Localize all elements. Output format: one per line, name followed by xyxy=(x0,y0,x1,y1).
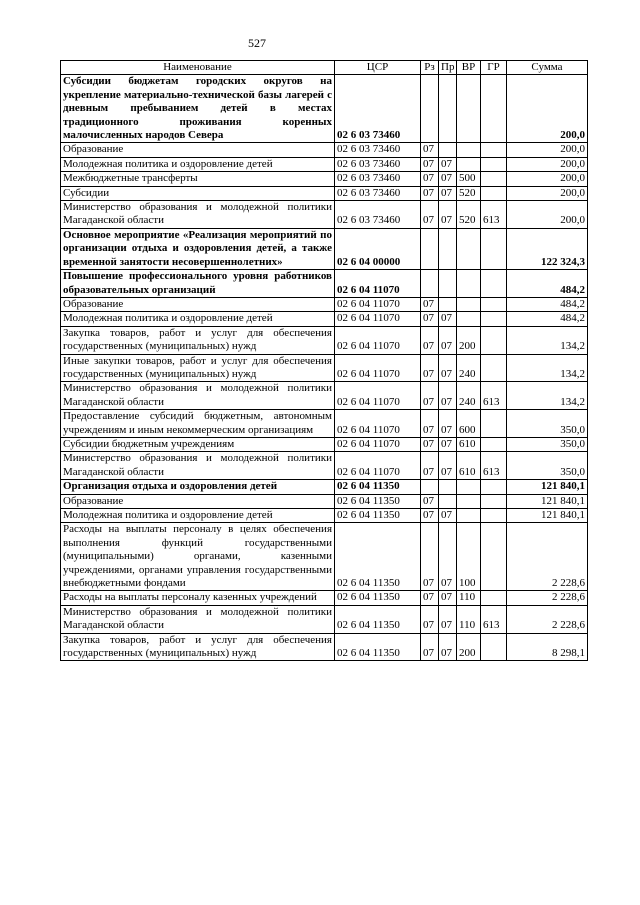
cell-csr: 02 6 03 73460 xyxy=(335,143,421,157)
cell-csr: 02 6 04 11350 xyxy=(335,480,421,494)
cell-gr: 613 xyxy=(481,452,507,480)
cell-vr xyxy=(457,157,481,171)
cell-csr: 02 6 04 11350 xyxy=(335,605,421,633)
cell-gr xyxy=(481,633,507,661)
cell-sum: 200,0 xyxy=(507,186,588,200)
cell-gr xyxy=(481,186,507,200)
cell-pr: 07 xyxy=(439,326,457,354)
cell-pr: 07 xyxy=(439,452,457,480)
cell-name: Образование xyxy=(61,297,335,311)
cell-name: Субсидии бюджетам городских округов на укрепление материально-технической базы лагерей с дневным пребыванием детей в местах традиционного проживания коренных малочисленных народов Севера xyxy=(61,75,335,143)
cell-vr xyxy=(457,143,481,157)
table-row xyxy=(61,228,588,269)
cell-csr: 02 6 04 11070 xyxy=(335,312,421,326)
cell-name: Министерство образования и молодежной политики Магаданской области xyxy=(61,201,335,229)
cell-vr xyxy=(457,270,481,298)
cell-gr: 613 xyxy=(481,382,507,410)
cell-vr: 200 xyxy=(457,326,481,354)
cell-vr xyxy=(457,75,481,143)
cell-vr xyxy=(457,480,481,494)
cell-sum: 121 840,1 xyxy=(507,480,588,494)
cell-name: Иные закупки товаров, работ и услуг для обеспечения государственных (муниципальных) нужд xyxy=(61,354,335,382)
cell-name: Закупка товаров, работ и услуг для обеспечения государственных (муниципальных) нужд xyxy=(61,633,335,661)
table-row xyxy=(61,354,588,382)
cell-csr: 02 6 03 73460 xyxy=(335,172,421,186)
cell-sum: 484,2 xyxy=(507,297,588,311)
cell-rz: 07 xyxy=(421,326,439,354)
cell-pr: 07 xyxy=(439,591,457,605)
cell-vr: 240 xyxy=(457,354,481,382)
cell-gr xyxy=(481,75,507,143)
cell-rz xyxy=(421,75,439,143)
cell-name: Предоставление субсидий бюджетным, автономным учреждениям и иным некоммерческим организациям xyxy=(61,410,335,438)
cell-pr xyxy=(439,494,457,508)
cell-name: Образование xyxy=(61,494,335,508)
cell-pr: 07 xyxy=(439,605,457,633)
cell-gr xyxy=(481,312,507,326)
cell-sum: 134,2 xyxy=(507,354,588,382)
cell-pr xyxy=(439,297,457,311)
table-row xyxy=(61,143,588,157)
cell-gr xyxy=(481,228,507,269)
cell-sum: 8 298,1 xyxy=(507,633,588,661)
cell-gr xyxy=(481,494,507,508)
cell-vr xyxy=(457,297,481,311)
cell-name: Субсидии xyxy=(61,186,335,200)
cell-vr: 610 xyxy=(457,437,481,451)
cell-rz xyxy=(421,480,439,494)
table-body xyxy=(61,75,588,661)
cell-csr: 02 6 04 11350 xyxy=(335,633,421,661)
cell-pr: 07 xyxy=(439,172,457,186)
table-row xyxy=(61,75,588,143)
cell-csr: 02 6 04 11350 xyxy=(335,494,421,508)
table-row xyxy=(61,605,588,633)
cell-rz xyxy=(421,228,439,269)
cell-vr: 100 xyxy=(457,523,481,591)
cell-name: Министерство образования и молодежной политики Магаданской области xyxy=(61,452,335,480)
cell-rz: 07 xyxy=(421,633,439,661)
table-row xyxy=(61,494,588,508)
cell-name: Молодежная политика и оздоровление детей xyxy=(61,312,335,326)
cell-gr xyxy=(481,591,507,605)
cell-csr: 02 6 04 11070 xyxy=(335,354,421,382)
cell-gr xyxy=(481,270,507,298)
cell-csr: 02 6 04 11070 xyxy=(335,437,421,451)
cell-csr: 02 6 04 11070 xyxy=(335,452,421,480)
cell-pr xyxy=(439,270,457,298)
table-row xyxy=(61,326,588,354)
table-row xyxy=(61,523,588,591)
cell-gr xyxy=(481,354,507,382)
page-number: 527 xyxy=(248,36,266,50)
cell-sum: 2 228,6 xyxy=(507,591,588,605)
cell-sum: 200,0 xyxy=(507,172,588,186)
cell-csr: 02 6 04 11350 xyxy=(335,509,421,523)
cell-vr xyxy=(457,494,481,508)
cell-sum: 122 324,3 xyxy=(507,228,588,269)
cell-sum: 200,0 xyxy=(507,157,588,171)
column-header-csr: ЦСР xyxy=(335,61,421,75)
table-header-row xyxy=(61,61,588,75)
cell-gr xyxy=(481,297,507,311)
cell-csr: 02 6 04 11070 xyxy=(335,297,421,311)
table-row xyxy=(61,157,588,171)
table-row xyxy=(61,410,588,438)
cell-csr: 02 6 03 73460 xyxy=(335,186,421,200)
cell-csr: 02 6 03 73460 xyxy=(335,201,421,229)
cell-pr xyxy=(439,75,457,143)
cell-gr xyxy=(481,410,507,438)
cell-vr: 600 xyxy=(457,410,481,438)
cell-pr: 07 xyxy=(439,186,457,200)
column-header-pr: Пр xyxy=(439,61,457,75)
cell-pr xyxy=(439,143,457,157)
cell-gr xyxy=(481,480,507,494)
cell-pr: 07 xyxy=(439,201,457,229)
cell-rz xyxy=(421,270,439,298)
cell-rz: 07 xyxy=(421,354,439,382)
cell-gr: 613 xyxy=(481,201,507,229)
cell-vr: 610 xyxy=(457,452,481,480)
cell-rz: 07 xyxy=(421,605,439,633)
cell-pr: 07 xyxy=(439,523,457,591)
cell-csr: 02 6 04 11070 xyxy=(335,270,421,298)
cell-name: Субсидии бюджетным учреждениям xyxy=(61,437,335,451)
cell-name: Молодежная политика и оздоровление детей xyxy=(61,157,335,171)
cell-name: Повышение профессионального уровня работников образовательных организаций xyxy=(61,270,335,298)
cell-vr: 240 xyxy=(457,382,481,410)
cell-rz: 07 xyxy=(421,172,439,186)
cell-rz: 07 xyxy=(421,143,439,157)
table-row xyxy=(61,172,588,186)
cell-csr: 02 6 03 73460 xyxy=(335,75,421,143)
table-row xyxy=(61,509,588,523)
cell-name: Молодежная политика и оздоровление детей xyxy=(61,509,335,523)
cell-gr xyxy=(481,509,507,523)
cell-csr: 02 6 04 11070 xyxy=(335,326,421,354)
cell-sum: 350,0 xyxy=(507,452,588,480)
cell-pr: 07 xyxy=(439,157,457,171)
cell-sum: 350,0 xyxy=(507,437,588,451)
cell-sum: 484,2 xyxy=(507,312,588,326)
cell-rz: 07 xyxy=(421,494,439,508)
cell-sum: 134,2 xyxy=(507,326,588,354)
column-header-vr: ВР xyxy=(457,61,481,75)
cell-gr xyxy=(481,157,507,171)
cell-name: Основное мероприятие «Реализация мероприятий по организации отдыха и оздоровления детей, а также временной занятости несовершеннолетних» xyxy=(61,228,335,269)
cell-vr: 200 xyxy=(457,633,481,661)
table-row xyxy=(61,452,588,480)
cell-rz: 07 xyxy=(421,382,439,410)
cell-vr: 110 xyxy=(457,605,481,633)
cell-pr: 07 xyxy=(439,633,457,661)
cell-csr: 02 6 03 73460 xyxy=(335,157,421,171)
cell-rz: 07 xyxy=(421,297,439,311)
cell-gr xyxy=(481,437,507,451)
cell-name: Расходы на выплаты персоналу казенных учреждений xyxy=(61,591,335,605)
cell-sum: 484,2 xyxy=(507,270,588,298)
column-header-sum: Сумма xyxy=(507,61,588,75)
cell-vr xyxy=(457,312,481,326)
cell-rz: 07 xyxy=(421,410,439,438)
cell-name: Министерство образования и молодежной политики Магаданской области xyxy=(61,382,335,410)
cell-gr xyxy=(481,523,507,591)
cell-csr: 02 6 04 11070 xyxy=(335,410,421,438)
table-row xyxy=(61,186,588,200)
cell-pr: 07 xyxy=(439,354,457,382)
column-header-rz: Рз xyxy=(421,61,439,75)
cell-rz: 07 xyxy=(421,509,439,523)
table-row xyxy=(61,591,588,605)
cell-csr: 02 6 04 11350 xyxy=(335,591,421,605)
cell-pr xyxy=(439,228,457,269)
table-row xyxy=(61,382,588,410)
cell-gr xyxy=(481,172,507,186)
table-row xyxy=(61,270,588,298)
cell-pr: 07 xyxy=(439,382,457,410)
cell-rz: 07 xyxy=(421,591,439,605)
cell-rz: 07 xyxy=(421,186,439,200)
table-row xyxy=(61,201,588,229)
cell-csr: 02 6 04 00000 xyxy=(335,228,421,269)
cell-name: Закупка товаров, работ и услуг для обеспечения государственных (муниципальных) нужд xyxy=(61,326,335,354)
cell-rz: 07 xyxy=(421,157,439,171)
cell-pr xyxy=(439,480,457,494)
cell-sum: 200,0 xyxy=(507,201,588,229)
cell-sum: 121 840,1 xyxy=(507,509,588,523)
cell-vr xyxy=(457,509,481,523)
cell-sum: 2 228,6 xyxy=(507,605,588,633)
cell-vr: 520 xyxy=(457,186,481,200)
cell-gr xyxy=(481,326,507,354)
cell-pr: 07 xyxy=(439,410,457,438)
cell-sum: 2 228,6 xyxy=(507,523,588,591)
cell-sum: 200,0 xyxy=(507,143,588,157)
table-row xyxy=(61,297,588,311)
cell-vr: 110 xyxy=(457,591,481,605)
cell-name: Министерство образования и молодежной политики Магаданской области xyxy=(61,605,335,633)
cell-sum: 134,2 xyxy=(507,382,588,410)
table-row xyxy=(61,312,588,326)
cell-name: Организация отдыха и оздоровления детей xyxy=(61,480,335,494)
cell-rz: 07 xyxy=(421,452,439,480)
cell-vr xyxy=(457,228,481,269)
cell-rz: 07 xyxy=(421,437,439,451)
cell-gr: 613 xyxy=(481,605,507,633)
cell-name: Межбюджетные трансферты xyxy=(61,172,335,186)
column-header-gr: ГР xyxy=(481,61,507,75)
cell-sum: 350,0 xyxy=(507,410,588,438)
column-header-name: Наименование xyxy=(61,61,335,75)
cell-vr: 520 xyxy=(457,201,481,229)
cell-name: Расходы на выплаты персоналу в целях обеспечения выполнения функций государственными (муниципальными) органами, казенными учреждениями, органами управления государственными внебюджетными фондами xyxy=(61,523,335,591)
cell-csr: 02 6 04 11350 xyxy=(335,523,421,591)
table-row xyxy=(61,480,588,494)
cell-gr xyxy=(481,143,507,157)
cell-vr: 500 xyxy=(457,172,481,186)
cell-csr: 02 6 04 11070 xyxy=(335,382,421,410)
cell-rz: 07 xyxy=(421,312,439,326)
cell-pr: 07 xyxy=(439,312,457,326)
budget-table xyxy=(60,60,588,661)
cell-rz: 07 xyxy=(421,523,439,591)
cell-pr: 07 xyxy=(439,509,457,523)
cell-rz: 07 xyxy=(421,201,439,229)
cell-pr: 07 xyxy=(439,437,457,451)
table-row xyxy=(61,437,588,451)
cell-name: Образование xyxy=(61,143,335,157)
table-row xyxy=(61,633,588,661)
cell-sum: 121 840,1 xyxy=(507,494,588,508)
cell-sum: 200,0 xyxy=(507,75,588,143)
